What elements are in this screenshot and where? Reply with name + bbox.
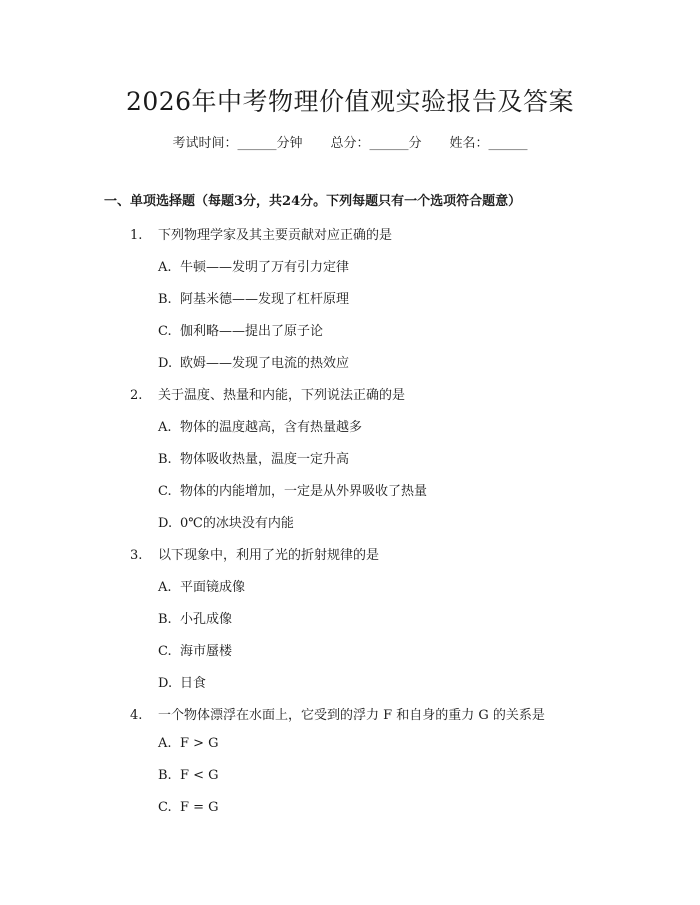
option-text: F = G xyxy=(180,800,219,815)
student-name xyxy=(450,132,528,151)
section-heading: 一、单项选择题（每题3分，共24分。下列每题只有一个选项符合题意） xyxy=(104,194,522,209)
option-text: 日食 xyxy=(180,676,207,691)
option-2d xyxy=(158,512,294,531)
option-1d xyxy=(158,352,349,371)
exam-time-label: 考试时间： xyxy=(172,136,238,151)
question-number: 1. xyxy=(130,228,143,243)
option-text: 牛顿——发明了万有引力定律 xyxy=(180,260,350,275)
total-score-label: 总分： xyxy=(330,136,370,151)
exam-time xyxy=(172,132,302,151)
option-text: 欧姆——发现了电流的热效应 xyxy=(180,356,350,371)
option-letter: A. xyxy=(158,580,172,595)
question-number: 4. xyxy=(130,708,143,723)
option-letter: C. xyxy=(158,644,172,659)
option-2c xyxy=(158,480,427,499)
exam-time-unit: 分钟 xyxy=(276,136,303,151)
student-name-label: 姓名： xyxy=(449,136,489,151)
option-letter: A. xyxy=(158,260,172,275)
option-text: 阿基米德——发现了杠杆原理 xyxy=(180,292,350,307)
option-4a xyxy=(158,736,219,751)
option-1b xyxy=(158,288,349,307)
option-text: F > G xyxy=(180,736,219,751)
question-text: 以下现象中，利用了光的折射规律的是 xyxy=(158,548,380,563)
option-3d xyxy=(158,672,206,691)
question-number: 2. xyxy=(130,388,143,403)
question-1 xyxy=(130,224,392,243)
option-text: 小孔成像 xyxy=(180,612,233,627)
option-2a xyxy=(158,416,362,435)
option-letter: A. xyxy=(158,420,172,435)
option-text: 物体的内能增加，一定是从外界吸收了热量 xyxy=(180,484,428,499)
question-4 xyxy=(130,704,545,723)
option-text: 海市蜃楼 xyxy=(180,644,233,659)
option-4b xyxy=(158,768,219,783)
option-text: 物体吸收热量，温度一定升高 xyxy=(180,452,350,467)
option-text: 伽利略——提出了原子论 xyxy=(180,324,324,339)
total-score xyxy=(330,132,421,151)
option-1a xyxy=(158,256,349,275)
question-number: 3. xyxy=(130,548,143,563)
option-3c xyxy=(158,640,232,659)
exam-info xyxy=(0,132,700,151)
question-2 xyxy=(130,384,405,403)
page-title: 2026年中考物理价值观实验报告及答案 xyxy=(125,87,575,116)
total-score-unit: 分 xyxy=(408,136,422,151)
option-text: F < G xyxy=(180,768,219,783)
option-4c xyxy=(158,800,219,815)
question-text: 关于温度、热量和内能，下列说法正确的是 xyxy=(158,388,406,403)
option-text: 平面镜成像 xyxy=(180,580,246,595)
option-2b xyxy=(158,448,349,467)
student-name-blank: ______ xyxy=(488,136,528,151)
question-3 xyxy=(130,544,379,563)
option-letter: C. xyxy=(158,800,172,815)
option-text: 物体的温度越高，含有热量越多 xyxy=(180,420,363,435)
option-letter: B. xyxy=(158,292,172,307)
question-text: 一个物体漂浮在水面上，它受到的浮力 F 和自身的重力 G 的关系是 xyxy=(158,708,545,723)
exam-time-blank: ______ xyxy=(237,136,277,151)
option-letter: D. xyxy=(158,676,173,691)
option-text: 0℃的冰块没有内能 xyxy=(180,516,294,531)
option-3b xyxy=(158,608,232,627)
total-score-blank: ______ xyxy=(369,136,409,151)
option-letter: A. xyxy=(158,736,172,751)
option-letter: B. xyxy=(158,768,172,783)
option-letter: C. xyxy=(158,484,172,499)
question-text: 下列物理学家及其主要贡献对应正确的是 xyxy=(158,228,393,243)
option-1c xyxy=(158,320,323,339)
option-letter: D. xyxy=(158,356,173,371)
option-letter: B. xyxy=(158,612,172,627)
option-letter: B. xyxy=(158,452,172,467)
option-letter: C. xyxy=(158,324,172,339)
option-3a xyxy=(158,576,245,595)
option-letter: D. xyxy=(158,516,173,531)
